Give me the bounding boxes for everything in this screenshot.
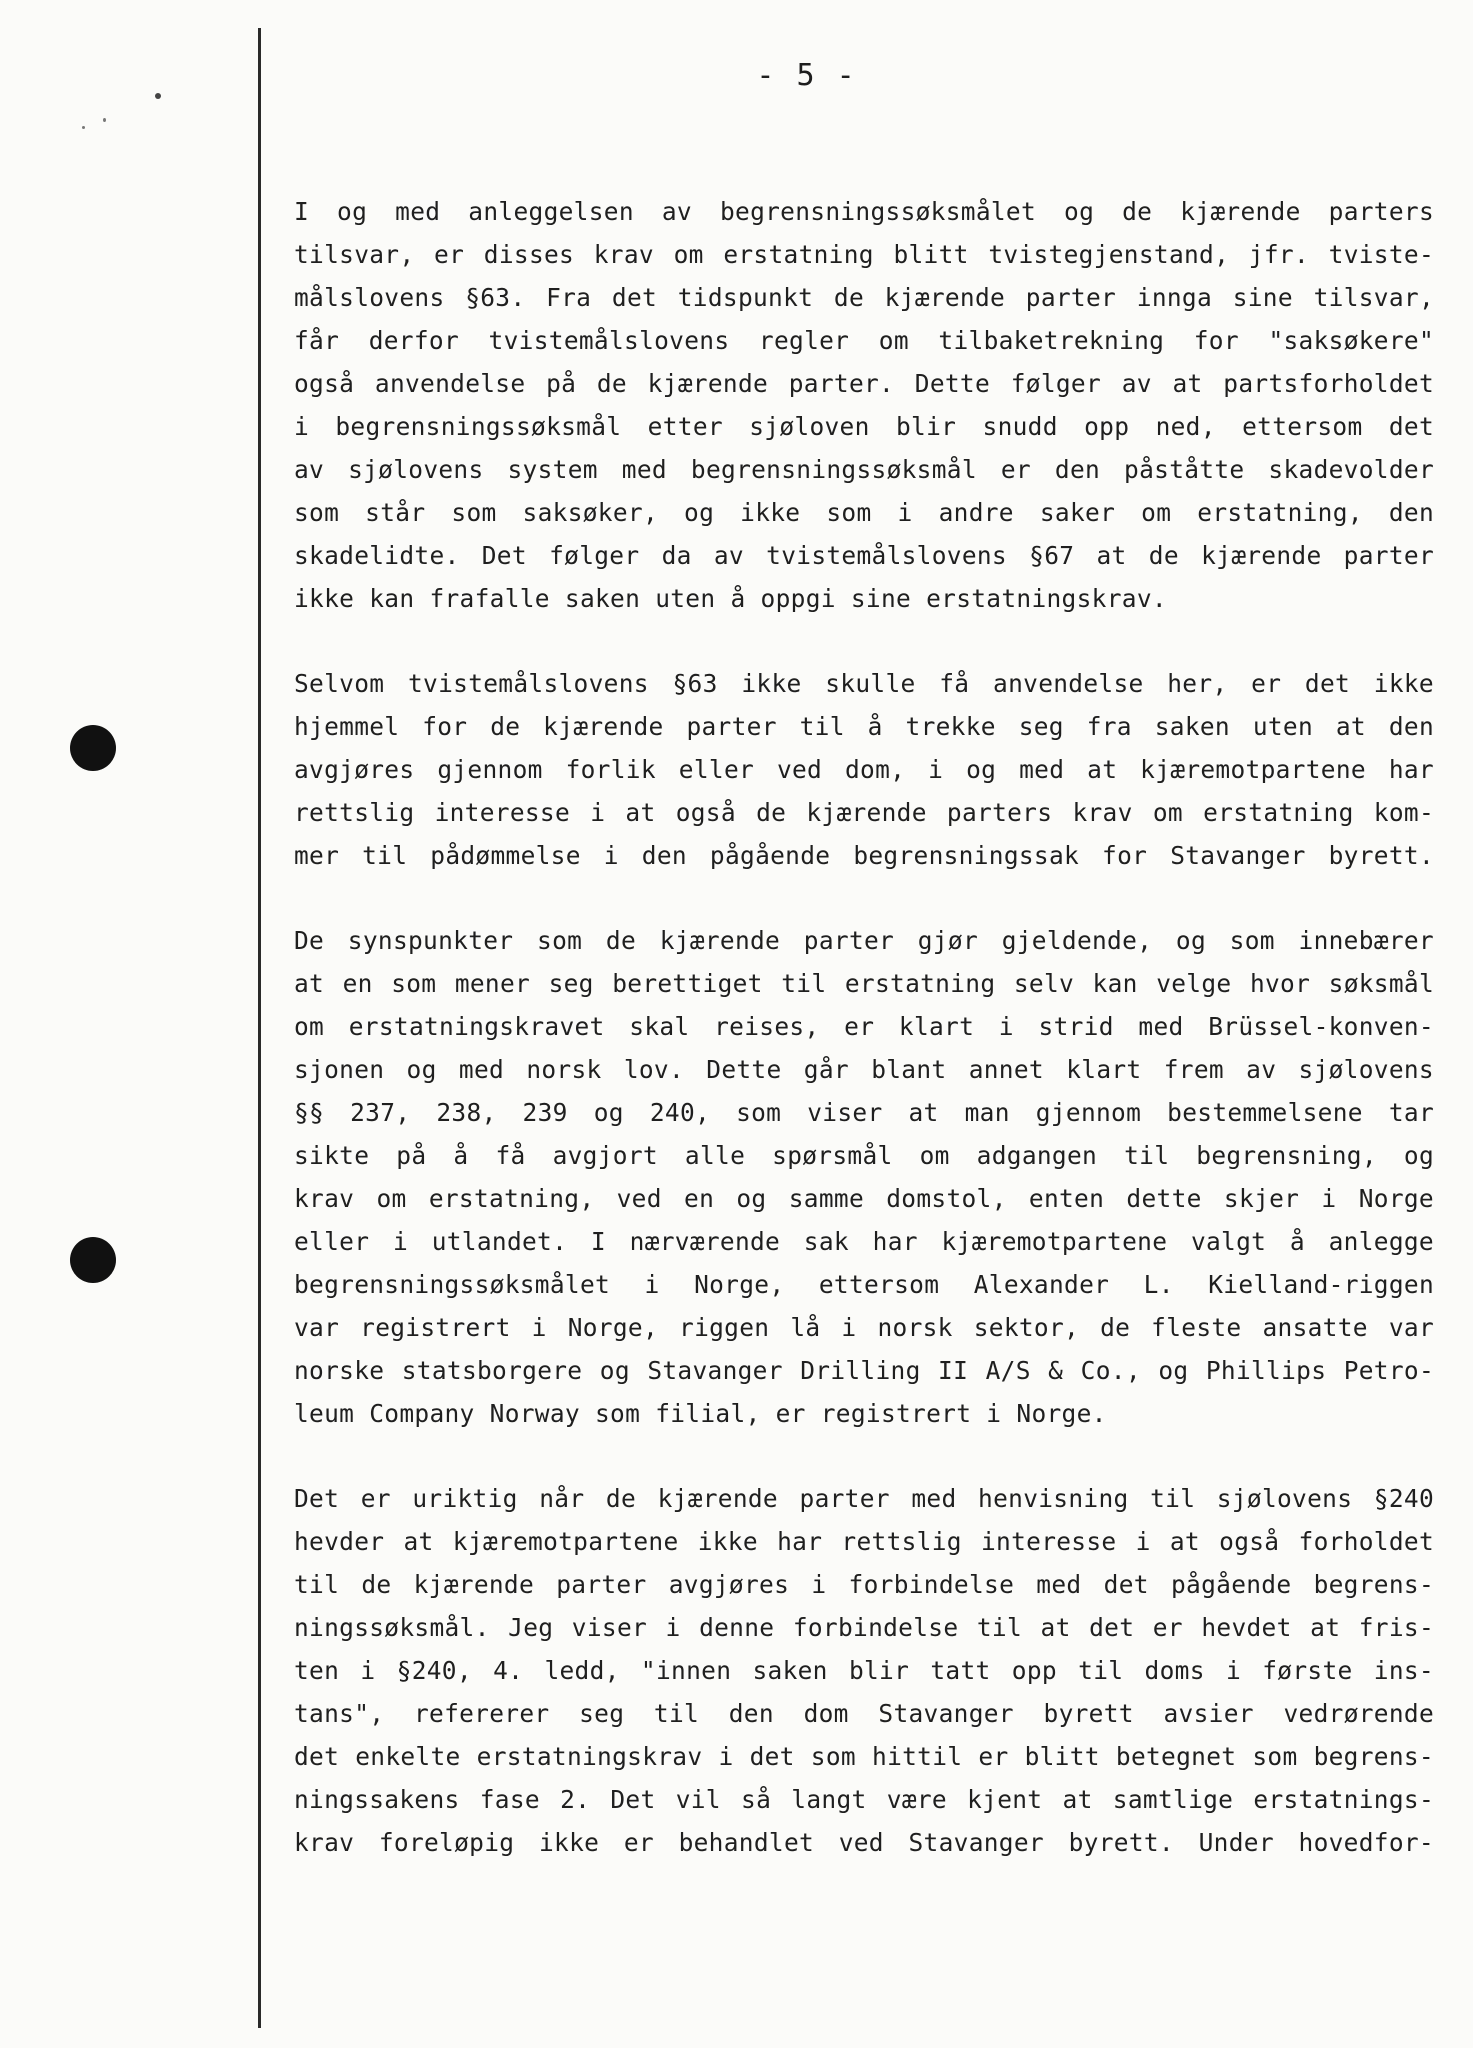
text-line: begrensningssøksmålet i Norge, ettersom Alexander L. Kielland-riggen xyxy=(294,1270,1434,1299)
text-line: av sjølovens system med begrensningssøksmål er den påståtte skadevolder xyxy=(294,455,1434,484)
text-line: hjemmel for de kjærende parter til å trekke seg fra saken uten at den xyxy=(294,712,1434,741)
text-line: De synspunkter som de kjærende parter gjør gjeldende, og som innebærer xyxy=(294,926,1434,955)
text-line: krav om erstatning, ved en og samme domstol, enten dette skjer i Norge xyxy=(294,1184,1434,1213)
text-line: i begrensningssøksmål etter sjøloven blir snudd opp ned, ettersom det xyxy=(294,412,1434,441)
text-line: ikke kan frafalle saken uten å oppgi sine erstatningskrav. xyxy=(294,584,1167,613)
page-number: - 5 - xyxy=(756,58,857,93)
scan-speck xyxy=(82,126,85,129)
body-text xyxy=(294,190,1434,1906)
paragraph-2 xyxy=(294,662,1434,877)
margin-rule xyxy=(258,28,261,2028)
text-line: ten i §240, 4. ledd, "innen saken blir tatt opp til doms i første ins- xyxy=(294,1656,1434,1685)
text-line: som står som saksøker, og ikke som i andre saker om erstatning, den xyxy=(294,498,1434,527)
text-line: får derfor tvistemålslovens regler om tilbaketrekning for "saksøkere" xyxy=(294,326,1434,355)
text-line: var registrert i Norge, riggen lå i norsk sektor, de fleste ansatte var xyxy=(294,1313,1434,1342)
text-line: også anvendelse på de kjærende parter. Dette følger av at partsforholdet xyxy=(294,369,1434,398)
text-line: §§ 237, 238, 239 og 240, som viser at man gjennom bestemmelsene tar xyxy=(294,1098,1434,1127)
text-line: hevder at kjæremotpartene ikke har rettslig interesse i at også forholdet xyxy=(294,1527,1434,1556)
text-line: Det er uriktig når de kjærende parter med henvisning til sjølovens §240 xyxy=(294,1484,1434,1513)
text-line: krav foreløpig ikke er behandlet ved Stavanger byrett. Under hovedfor- xyxy=(294,1828,1434,1857)
text-line: tans", refererer seg til den dom Stavanger byrett avsier vedrørende xyxy=(294,1699,1434,1728)
text-line: om erstatningskravet skal reises, er klart i strid med Brüssel-konven- xyxy=(294,1012,1434,1041)
text-line: tilsvar, er disses krav om erstatning blitt tvistegjenstand, jfr. tviste- xyxy=(294,240,1434,269)
text-line: mer til pådømmelse i den pågående begrensningssak for Stavanger byrett. xyxy=(294,841,1434,870)
punch-hole-lower xyxy=(70,1237,116,1283)
text-line: skadelidte. Det følger da av tvistemålslovens §67 at de kjærende parter xyxy=(294,541,1434,570)
text-line: rettslig interesse i at også de kjærende parters krav om erstatning kom- xyxy=(294,798,1434,827)
text-line: eller i utlandet. I nærværende sak har kjæremotpartene valgt å anlegge xyxy=(294,1227,1434,1256)
text-line: ningssakens fase 2. Det vil så langt være kjent at samtlige erstatnings- xyxy=(294,1785,1434,1814)
text-line: leum Company Norway som filial, er registrert i Norge. xyxy=(294,1399,1107,1428)
text-line: I og med anleggelsen av begrensningssøksmålet og de kjærende parters xyxy=(294,197,1434,226)
text-line: at en som mener seg berettiget til erstatning selv kan velge hvor søksmål xyxy=(294,969,1434,998)
paragraph-1 xyxy=(294,190,1434,620)
scan-speck xyxy=(103,118,106,122)
paragraph-3 xyxy=(294,919,1434,1435)
paragraph-4 xyxy=(294,1477,1434,1864)
text-line: avgjøres gjennom forlik eller ved dom, i og med at kjæremotpartene har xyxy=(294,755,1434,784)
text-line: til de kjærende parter avgjøres i forbindelse med det pågående begrens- xyxy=(294,1570,1434,1599)
text-line: sikte på å få avgjort alle spørsmål om adgangen til begrensning, og xyxy=(294,1141,1434,1170)
text-line: det enkelte erstatningskrav i det som hittil er blitt betegnet som begrens- xyxy=(294,1742,1434,1771)
punch-hole-upper xyxy=(70,725,116,771)
text-line: sjonen og med norsk lov. Dette går blant annet klart frem av sjølovens xyxy=(294,1055,1434,1084)
text-line: målslovens §63. Fra det tidspunkt de kjærende parter innga sine tilsvar, xyxy=(294,283,1434,312)
text-line: norske statsborgere og Stavanger Drilling II A/S & Co., og Phillips Petro- xyxy=(294,1356,1434,1385)
scan-speck xyxy=(155,93,161,99)
text-line: ningssøksmål. Jeg viser i denne forbindelse til at det er hevdet at fris- xyxy=(294,1613,1434,1642)
text-line: Selvom tvistemålslovens §63 ikke skulle få anvendelse her, er det ikke xyxy=(294,669,1434,698)
